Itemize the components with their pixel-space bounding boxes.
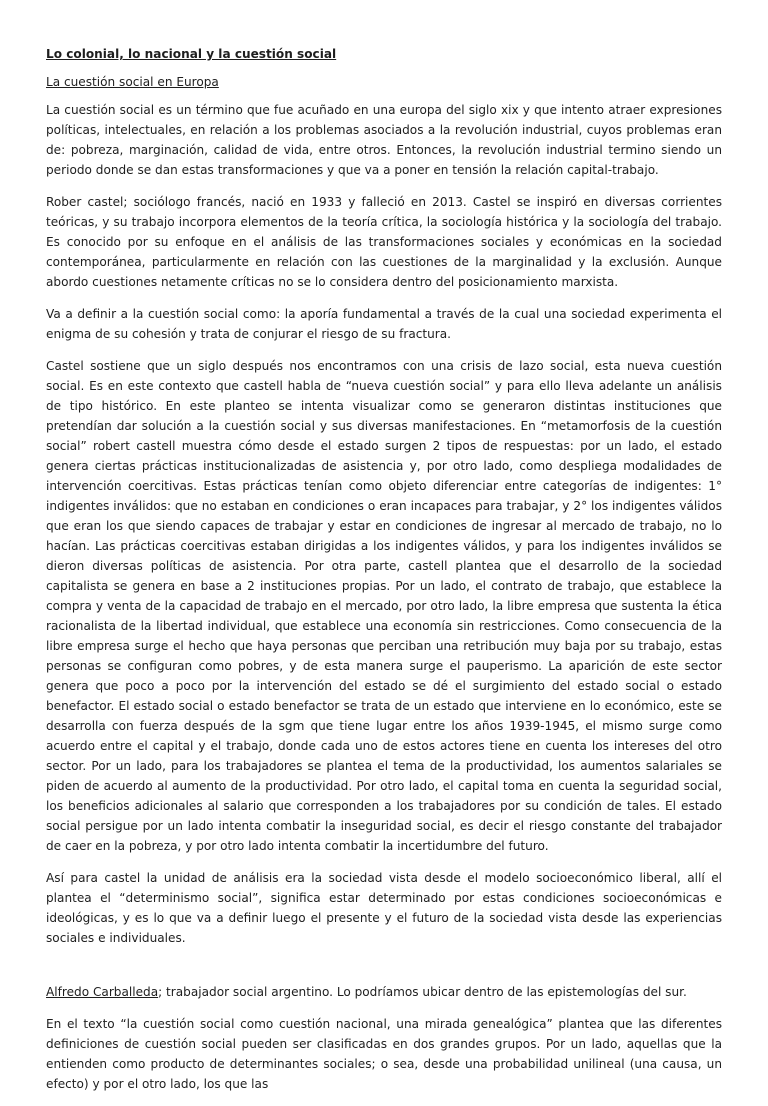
author-name: Alfredo Carballeda <box>46 985 159 999</box>
paragraph-robert-castel-bio: Rober castel; sociólogo francés, nació en 1933 y falleció en 2013. Castel se inspiró en diversas corrientes teóricas, y su trabajo incorpora elementos de la teoría crítica, la sociología histórica y la sociología del trabajo. Es conocido por su enfoque en el análisis de las transformaciones sociales y económicas en la sociedad contemporánea, particularmente en relación con las cuestiones de la marginalidad y la exclusión. Aunque abordo cuestiones netamente críticas no se lo considera dentro del posicionamiento marxista. <box>46 195 722 289</box>
section-heading: La cuestión social en Europa <box>46 75 219 89</box>
paragraph-castel-definicion: Va a definir a la cuestión social como: la aporía fundamental a través de la cual una sociedad experimenta el enigma de su cohesión y trata de conjurar el riesgo de su fractura. <box>46 307 722 341</box>
paragraph-nueva-cuestion-social: Castel sostiene que un siglo después nos encontramos con una crisis de lazo social, esta nueva cuestión social. Es en este contexto que castell habla de “nueva cuestión social” y para ello lleva adelante un análisis de tipo histórico. En este planteo se intenta visualizar como se generaron distintas instituciones que pretendían dar solución a la cuestión social y sus diversas manifestaciones. En “metamorfosis de la cuestión social” robert castell muestra cómo desde el estado surgen 2 tipos de respuestas: por un lado, el estado genera ciertas prácticas institucionalizadas de asistencia y, por otro lado, como despliega modalidades de intervención coercitivas. Estas prácticas tenían como objeto diferenciar entre categorías de indigentes: 1° indigentes inválidos: que no estaban en condiciones o eran incapaces para trabajar, y 2° los indigentes válidos que eran los que siendo capaces de trabajar y estar en condiciones de ingresar al mercado de trabajo, no lo hacían. Las prácticas coercitivas estaban dirigidas a los indigentes válidos, y para los indigentes inválidos se dieron diversas políticas de asistencia. Por otra parte, castell plantea que el desarrollo de la sociedad capitalista se genera en base a 2 instituciones propias. Por un lado, el contrato de trabajo, que establece la compra y venta de la capacidad de trabajo en el mercado, por otro lado, la libre empresa que sustenta la ética racionalista de la libertad individual, que establece una economía sin restricciones. Como consecuencia de la libre empresa surge el hecho que haya personas que perciban una retribución muy baja por su trabajo, estas personas se configuran como pobres, y de esta manera surge el pauperismo. La aparición de este sector genera que poco a poco por la intervención del estado se dé el surgimiento del estado social o estado benefactor. El estado social o estado benefactor se trata de un estado que interviene en lo económico, este se desarrolla con fuerza después de la sgm que tiene lugar entre los años 1939-1945, el mismo surge como acuerdo entre el capital y el trabajo, donde cada uno de estos actores tiene en cuenta los intereses del otro sector. Por un lado, para los trabajadores se plantea el tema de la productividad, los aumentos salariales se piden de acuerdo al aumento de la productividad. Por otro lado, el capital toma en cuenta la seguridad social, los beneficios adicionales al salario que corresponden a los trabajadores por su condición de tales. El estado social persigue por un lado intenta combatir la inseguridad social, es decir el riesgo constante del trabajador de caer en la pobreza, y por otro lado intenta combatir la incertidumbre del futuro. <box>46 359 722 853</box>
document-body <box>46 44 722 1106</box>
paragraph-spacer <box>46 960 722 982</box>
paragraph-carballeda-intro <box>46 982 722 1002</box>
author-description: ; trabajador social argentino. Lo podríamos ubicar dentro de las epistemologías del sur. <box>158 985 687 999</box>
paragraph-determinismo-social: Así para castel la unidad de análisis era la sociedad vista desde el modelo socioeconómico liberal, allí el plantea el “determinismo social”, significa estar determinado por estas condiciones socioeconómicas e ideológicas, y es lo que va a definir luego el presente y el futuro de la sociedad vista desde las experiencias sociales e individuales. <box>46 871 722 945</box>
document-title: Lo colonial, lo nacional y la cuestión social <box>46 47 337 61</box>
paragraph-cuestion-social-definicion: La cuestión social es un término que fue acuñado en una europa del siglo xix y que intento atraer expresiones políticas, intelectuales, en relación a los problemas asociados a la revolución industrial, cuyos problemas eran de: pobreza, marginación, calidad de vida, entre otros. Entonces, la revolución industrial termino siendo un periodo donde se dan estas transformaciones y que va a poner en tensión la relación capital-trabajo. <box>46 103 722 177</box>
paragraph-cuestion-nacional: En el texto “la cuestión social como cuestión nacional, una mirada genealógica” plantea que las diferentes definiciones de cuestión social pueden ser clasificadas en dos grandes grupos. Por un lado, aquellas que la entienden como producto de determinantes sociales; o sea, desde una probabilidad unilineal (una causa, un efecto) y por el otro lado, los que las <box>46 1017 722 1091</box>
